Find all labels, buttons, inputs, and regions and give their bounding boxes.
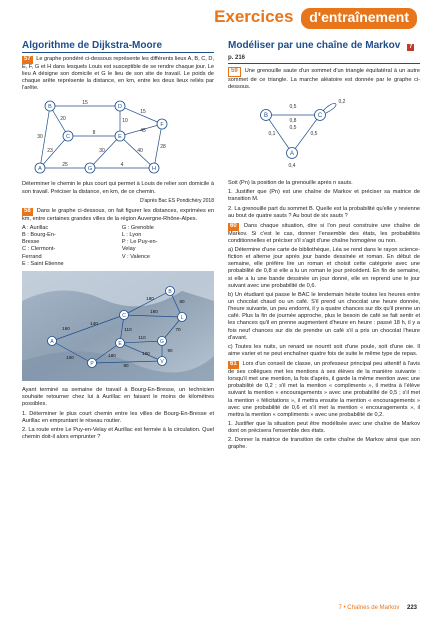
exercise-60-body: Dans chaque situation, dire si l'on peut construire une chaîne de Markov. Si c'est le cas, donner l'ensemble des états, les probabilités conditionnelles et préciser s'il s'agit d'une chaîne homogène ou non. (228, 222, 420, 244)
markov-prob: 0,5 (289, 103, 297, 110)
city-list-right (122, 225, 214, 268)
graph2-node: A (50, 338, 54, 345)
graph2-weight: 140 (90, 320, 98, 326)
graph2-node: L (180, 314, 184, 321)
markov-prob: 0,4 (288, 162, 296, 169)
markov-prob: 0,1 (268, 130, 276, 137)
graph1-weight: 15 (140, 109, 146, 116)
exercise-57-source: D'après Bac ES Pondichéry 2018 (139, 197, 214, 204)
graph2-weight: 70 (175, 326, 181, 332)
header-title-main: Exercices (214, 7, 294, 26)
graph2-weight: 90 (167, 347, 173, 353)
graph-dijkstra (22, 94, 214, 178)
graph1-weight: 4 (120, 162, 124, 169)
exercise-60-b: b) Un étudiant qui passe le BAC le lendemain hésite toutes les heures entre un chocolat chaud ou un café. S'il prend un chocolat une heure donnée, l'heure suivante, un peu endormi, il y a quatre chances sur dix qu'il prenne un café. Plus la fin de journée approche, plus le besoin de café se fait sentir et les chances qu'il en prenne augmentent d'heure en heure : passé 18 h, il y a fois neuf chances sur dix de prendre un café s'il a pris un chocolat l'heure d'avant. (228, 291, 420, 341)
city-list-left (22, 225, 114, 268)
exercise-60-intro (228, 223, 420, 245)
graph2-weight: 180 (150, 308, 158, 314)
graph1-weight: 30 (37, 134, 43, 141)
chapter-badge: 7 (409, 44, 413, 50)
markov-prob: 0,8 (289, 117, 297, 124)
left-column (22, 40, 214, 443)
graph1-weight: 40 (137, 148, 143, 155)
graph2-weight: 110 (138, 334, 146, 340)
exercise-58-text (22, 208, 214, 223)
graph1-weight: 15 (82, 100, 88, 107)
section-title-markov (228, 40, 420, 64)
graph1-weight: 25 (62, 162, 68, 169)
exercise-61-body: Lors d'un conseil de classe, un professeur principal peu attentif à l'avis de ses collègues met les mentions à ses élèves de la manière suivante : lorsqu'il met une mention, la fois d'après, il garde la même mention avec une probabilité de 0,2 ; s'il met la mention « compliments », il mettra à l'élève suivant la mention « encouragements » avec une probabilité de 0,5 ; s'il met la mention « félicitations », il mettra ensuite la mention « encouragements » avec une probabilité de 0,6 et s'il met la mention « encouragements », il mettra la mention « compliments » avec une probabilité de 0,2. (228, 361, 420, 418)
exercise-61-number: 61 (230, 361, 237, 368)
graph2-weight: 160 (62, 325, 70, 331)
exercise-59-number: 59 (228, 67, 241, 77)
exercise-59-q1: 1. Justifier que (Pn) est une chaîne de Markov et préciser sa matrice de transition M. (228, 189, 420, 203)
section-title-markov-text: Modéliser par une chaîne de Markov (228, 40, 401, 51)
exercise-58-body: Dans le graphe ci-dessous, on fait figurer les distances, exprimées en km, entre certaines grandes villes de la région Auvergne-Rhône-Alpes. (22, 208, 214, 222)
graph1-node: F (160, 122, 164, 129)
graph1-weight: 45 (140, 128, 146, 135)
city-item: E : Saint Etienne (22, 260, 64, 267)
graph1-weight: 23 (47, 148, 53, 155)
graph2-node: V (160, 358, 164, 365)
markov-prob: 0,2 (338, 98, 346, 105)
graph2-weight: 80 (179, 298, 185, 304)
exercise-58-q1: 1. Déterminer le plus court chemin entre les villes de Bourg-En-Bresse et Aurillac en empruntant le réseau routier. (22, 410, 214, 424)
exercise-57-text (22, 56, 214, 92)
exercise-59-after: Soit (Pn) la position de la grenouille après n sauts. (228, 180, 353, 187)
graph1-node: E (118, 134, 122, 141)
markov-node: B (263, 112, 269, 119)
graph2-weight: 180 (146, 295, 154, 301)
exercise-57-body: Le graphe pondéré ci-dessous représente les différents lieux A, B, C, D, E, F, G et H dans lesquels Louis est susceptible de se rendre chaque jour. Le lieu A désigne son domicile et G le lieu de son site de travail. Le poids de chaque arête représente la distance, en km, entre les deux lieux reliés par l'arête. (22, 56, 215, 92)
graph1-node: D (118, 104, 122, 111)
exercise-61-q2: 2. Donner la matrice de transition de cette chaîne de Markov ainsi que son graphe. (228, 437, 420, 451)
city-item: L : Lyon (121, 232, 142, 239)
graph1-weight: 20 (60, 116, 66, 123)
exercise-58-q2: 2. La route entre Le Puy-en-Velay et Aurillac est fermée à la circulation. Quel chemin doit-il alors emprunter ? (22, 426, 214, 441)
exercise-58-number: 58 (24, 208, 31, 215)
city-item: A : Aurillac (22, 224, 49, 231)
graph2-weight: 100 (142, 350, 150, 356)
graph1-node: H (152, 166, 156, 173)
graph1-weight: 10 (122, 118, 128, 125)
page-footer (339, 605, 417, 613)
markov-node: C (317, 112, 323, 119)
graph2-weight: 110 (124, 326, 132, 332)
exercise-58-after: Ayant terminé sa semaine de travail à Bourg-En-Bresse, un technicien souhaite retourner chez lui à Aurillac en faisant le moins de kilomètres possibles. (22, 387, 214, 408)
exercise-59-q2: 2. La grenouille part du sommet B. Quelle est la probabilité qu'elle y revienne au bout de quatre sauts ? Au bout de six sauts ? (228, 205, 420, 219)
graph2-weight: 100 (66, 354, 74, 360)
graph1-weight: 30 (99, 148, 105, 155)
city-item: C : Clermont-Ferrand (22, 246, 56, 260)
header-title (214, 6, 417, 29)
graph2-weight: 180 (108, 352, 116, 358)
graph1-weight: 8 (92, 130, 96, 137)
city-list (22, 225, 214, 268)
graph2-node: E (118, 340, 122, 347)
header-title-pill: d'entraînement (301, 8, 417, 29)
footer-chapter: 7 • Chaînes de Markov (338, 605, 400, 612)
exercise-61-q1: 1. Justifier que la situation peut être modélisée avec une chaîne de Markov dont on précisera l'ensemble des états. (228, 421, 420, 435)
graph2-node: P (90, 360, 94, 367)
exercise-61-text (228, 361, 420, 419)
exercise-59-text (228, 67, 420, 91)
markov-prob: 0,5 (310, 130, 318, 137)
graph1-node: C (66, 134, 70, 141)
graph1-node: A (38, 166, 42, 173)
graph1-node: B (48, 104, 52, 111)
graph1-weight: 28 (160, 144, 166, 151)
exercise-60-c: c) Toutes les nuits, un renard se nourrit soit d'une poule, soit d'une oie. Il aime varier et ne peut enchaîner quatre fois de suite le même type de repas. (228, 343, 420, 358)
exercise-59-body: Une grenouille saute d'un sommet d'un triangle équilatéral à un autre sommet de ce triangle. La marche aléatoire est donnée par le graphe ci-dessous. (228, 68, 420, 90)
exercise-60-number: 60 (230, 222, 237, 229)
city-item: V : Valence (121, 253, 151, 260)
city-item: B : Bourg-En-Bresse (22, 232, 56, 246)
page-header (0, 0, 435, 38)
markov-prob: 0,5 (289, 124, 297, 131)
section-title-dijkstra: Algorithme de Dijkstra-Moore (22, 40, 214, 53)
graph2-node: G (160, 338, 164, 345)
graph1-node: G (87, 166, 93, 173)
footer-page-number: 223 (406, 605, 417, 612)
city-item: G : Grenoble (121, 224, 154, 231)
exercise-57-number: 57 (24, 56, 31, 62)
right-column (228, 40, 420, 454)
exercise-60-a: a) Détermine d'une carte de bibliothèque, Léa se rend dans le rayon science-fiction et alterne jour après jour bande dessinée et roman. En début de semaine, elle préfère lire un roman et choisit cette catégorie avec une probabilité de 0,8 si elle a lu un roman le jour précédent. En fin de semaine, si elle a lu une bande dessinée un jour donné, elle en reprend une le jour suivant avec une probabilité de 0,6. (228, 246, 420, 289)
graph2-weight: 80 (123, 362, 129, 368)
graph2-node: C (122, 312, 126, 319)
graph2-node: B (168, 288, 172, 295)
city-item: P : Le Puy-en-Velay (121, 239, 158, 253)
map-graph-auvergne (22, 271, 214, 381)
markov-node: A (289, 150, 295, 157)
exercise-57-question: Déterminer le chemin le plus court qui permet à Louis de relier son domicile à son travail. Préciser la distance, en km, de ce chemin. (22, 181, 214, 195)
page-reference: p. 216 (228, 55, 246, 61)
markov-graph (228, 93, 420, 177)
